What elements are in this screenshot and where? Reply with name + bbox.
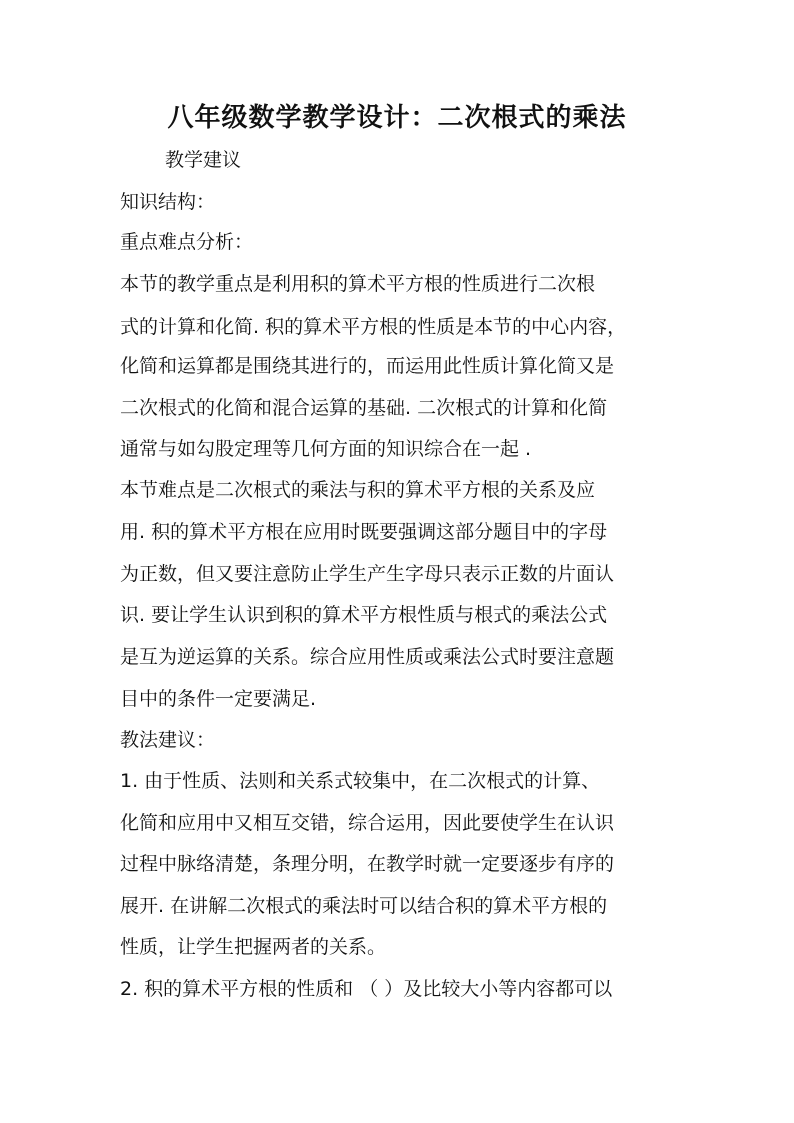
list-item-line: 1. 由于性质、法则和关系式较集中，在二次根式的计算、 [120, 770, 601, 792]
list-item-line: 展开. 在讲解二次根式的乘法时可以结合积的算术平方根的 [120, 895, 608, 917]
document-subtitle: 教学建议 [165, 149, 242, 171]
paragraph-line: 化简和运算都是围绕其进行的，而运用此性质计算化简又是 [120, 355, 615, 377]
paragraph-line: 识. 要让学生认识到积的算术平方根性质与根式的乘法公式 [120, 604, 608, 626]
document-title: 八年级数学教学设计：二次根式的乘法 [167, 103, 627, 133]
paragraph-line: 式的计算和化简. 积的算术平方根的性质是本节的中心内容， [120, 316, 627, 338]
paragraph-line: 为正数，但又要注意防止学生产生字母只表示正数的片面认 [120, 563, 615, 585]
paragraph-line: 是互为逆运算的关系。综合应用性质或乘法公式时要注意题 [120, 646, 615, 668]
paragraph-line: 通常与如勾股定理等几何方面的知识综合在一起 . [120, 438, 532, 460]
paragraph-line: 本节的教学重点是利用积的算术平方根的性质进行二次根 [120, 273, 596, 295]
section-heading-method: 教法建议： [120, 729, 216, 751]
paragraph-line: 目中的条件一定要满足. [120, 688, 317, 710]
section-heading-structure: 知识结构： [120, 191, 216, 213]
list-item-line: 化简和应用中又相互交错，综合运用，因此要使学生在认识 [120, 812, 615, 834]
list-item-line: 2. 积的算术平方根的性质和 （ ）及比较大小等内容都可以 [120, 978, 613, 1000]
paragraph-line: 用. 积的算术平方根在应用时既要强调这部分题目中的字母 [120, 521, 608, 543]
section-heading-key-points: 重点难点分析： [120, 231, 254, 253]
paragraph-line: 本节难点是二次根式的乘法与积的算术平方根的关系及应 [120, 479, 596, 501]
list-item-line: 性质，让学生把握两者的关系。 [120, 936, 387, 958]
paragraph-line: 二次根式的化简和混合运算的基础. 二次根式的计算和化简 [120, 397, 608, 419]
list-item-line: 过程中脉络清楚，条理分明，在教学时就一定要逐步有序的 [120, 853, 615, 875]
